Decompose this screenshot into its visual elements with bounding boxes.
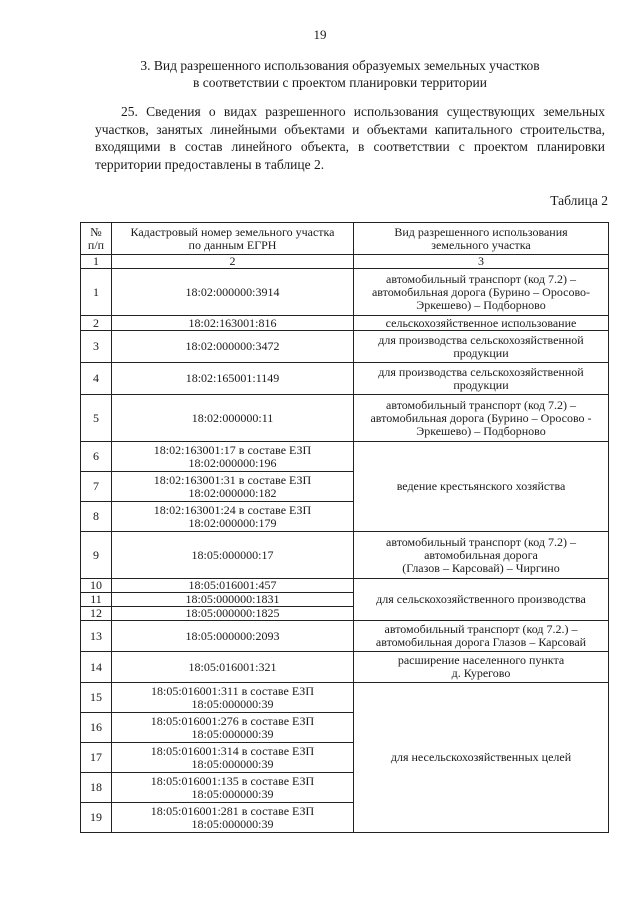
row-number: 17 <box>81 743 112 773</box>
permitted-use-merged: для несельскохозяйственных целей <box>354 683 609 833</box>
table-row <box>81 532 609 579</box>
permitted-use: автомобильный транспорт (код 7.2) – автомобильная дорога (Бурино – Оросово- Эркешево) – Подборново <box>354 269 609 316</box>
table-row <box>81 652 609 683</box>
table-row <box>81 579 609 593</box>
cadastral-number: 18:05:016001:135 в составе ЕЗП 18:05:000000:39 <box>112 773 354 803</box>
permitted-use: для производства сельскохозяйственной продукции <box>354 331 609 363</box>
row-number: 12 <box>81 607 112 621</box>
cadastral-number: 18:05:016001:457 <box>112 579 354 593</box>
cadastral-number: 18:05:000000:1825 <box>112 607 354 621</box>
cadastral-number: 18:05:000000:1831 <box>112 593 354 607</box>
cadastral-number: 18:05:016001:311 в составе ЕЗП 18:05:000000:39 <box>112 683 354 713</box>
column-number-row <box>81 255 609 269</box>
row-number: 16 <box>81 713 112 743</box>
cadastral-number: 18:05:016001:281 в составе ЕЗП 18:05:000000:39 <box>112 803 354 833</box>
cadastral-number: 18:02:163001:24 в составе ЕЗП 18:02:000000:179 <box>112 502 354 532</box>
row-number: 5 <box>81 395 112 442</box>
cadastral-number: 18:02:163001:17 в составе ЕЗП 18:02:000000:196 <box>112 442 354 472</box>
cadastral-number: 18:02:000000:3914 <box>112 269 354 316</box>
column-number: 3 <box>354 255 609 269</box>
table-row <box>81 621 609 652</box>
table-header-row <box>81 223 609 255</box>
table-row <box>81 331 609 363</box>
row-number: 6 <box>81 442 112 472</box>
permitted-use: для производства сельскохозяйственной продукции <box>354 363 609 395</box>
row-number: 3 <box>81 331 112 363</box>
row-number: 9 <box>81 532 112 579</box>
cadastral-number: 18:05:016001:276 в составе ЕЗП 18:05:000000:39 <box>112 713 354 743</box>
header-use: Вид разрешенного использования земельного участка <box>354 223 609 255</box>
header-cadastral: Кадастровый номер земельного участка по данным ЕГРН <box>112 223 354 255</box>
row-number: 7 <box>81 472 112 502</box>
cadastral-number: 18:05:000000:2093 <box>112 621 354 652</box>
cadastral-number: 18:02:165001:1149 <box>112 363 354 395</box>
row-number: 18 <box>81 773 112 803</box>
column-number: 1 <box>81 255 112 269</box>
cadastral-number: 18:02:163001:31 в составе ЕЗП 18:02:000000:182 <box>112 472 354 502</box>
table-row <box>81 363 609 395</box>
section-heading-line: 3. Вид разрешенного использования образуемых земельных участков <box>140 58 540 73</box>
paragraph-25: 25. Сведения о видах разрешенного использования существующих земельных участков, занятых линейными объектами и объектами капитального строительства, входящими в состав линейного объекта, в соответствии с проектом планировки территории предоставлены в таблице 2. <box>95 104 605 172</box>
row-number: 14 <box>81 652 112 683</box>
column-number: 2 <box>112 255 354 269</box>
row-number: 2 <box>81 316 112 331</box>
land-use-table <box>80 222 609 833</box>
permitted-use: расширение населенного пункта д. Курегово <box>354 652 609 683</box>
cadastral-number: 18:02:163001:816 <box>112 316 354 331</box>
section-heading <box>80 57 600 91</box>
permitted-use: автомобильный транспорт (код 7.2) – автомобильная дорога (Бурино – Оросово - Эркешево) – Подборново <box>354 395 609 442</box>
permitted-use-merged: ведение крестьянского хозяйства <box>354 442 609 532</box>
row-number: 10 <box>81 579 112 593</box>
table-caption: Таблица 2 <box>550 193 608 208</box>
row-number: 8 <box>81 502 112 532</box>
section-heading-line: в соответствии с проектом планировки территории <box>193 75 487 90</box>
row-number: 4 <box>81 363 112 395</box>
permitted-use: автомобильный транспорт (код 7.2) – автомобильная дорога (Глазов – Карсовай) – Чиргино <box>354 532 609 579</box>
cadastral-number: 18:05:016001:314 в составе ЕЗП 18:05:000000:39 <box>112 743 354 773</box>
permitted-use: сельскохозяйственное использование <box>354 316 609 331</box>
table-row <box>81 395 609 442</box>
header-number: № п/п <box>81 223 112 255</box>
table-row <box>81 316 609 331</box>
cadastral-number: 18:02:000000:3472 <box>112 331 354 363</box>
permitted-use: автомобильный транспорт (код 7.2.) – автомобильная дорога Глазов – Карсовай <box>354 621 609 652</box>
table-row <box>81 683 609 713</box>
row-number: 11 <box>81 593 112 607</box>
row-number: 1 <box>81 269 112 316</box>
page-number: 19 <box>313 27 327 42</box>
row-number: 13 <box>81 621 112 652</box>
table-row <box>81 269 609 316</box>
row-number: 19 <box>81 803 112 833</box>
cadastral-number: 18:02:000000:11 <box>112 395 354 442</box>
table-row <box>81 442 609 472</box>
cadastral-number: 18:05:016001:321 <box>112 652 354 683</box>
row-number: 15 <box>81 683 112 713</box>
permitted-use-merged: для сельскохозяйственного производства <box>354 579 609 621</box>
cadastral-number: 18:05:000000:17 <box>112 532 354 579</box>
